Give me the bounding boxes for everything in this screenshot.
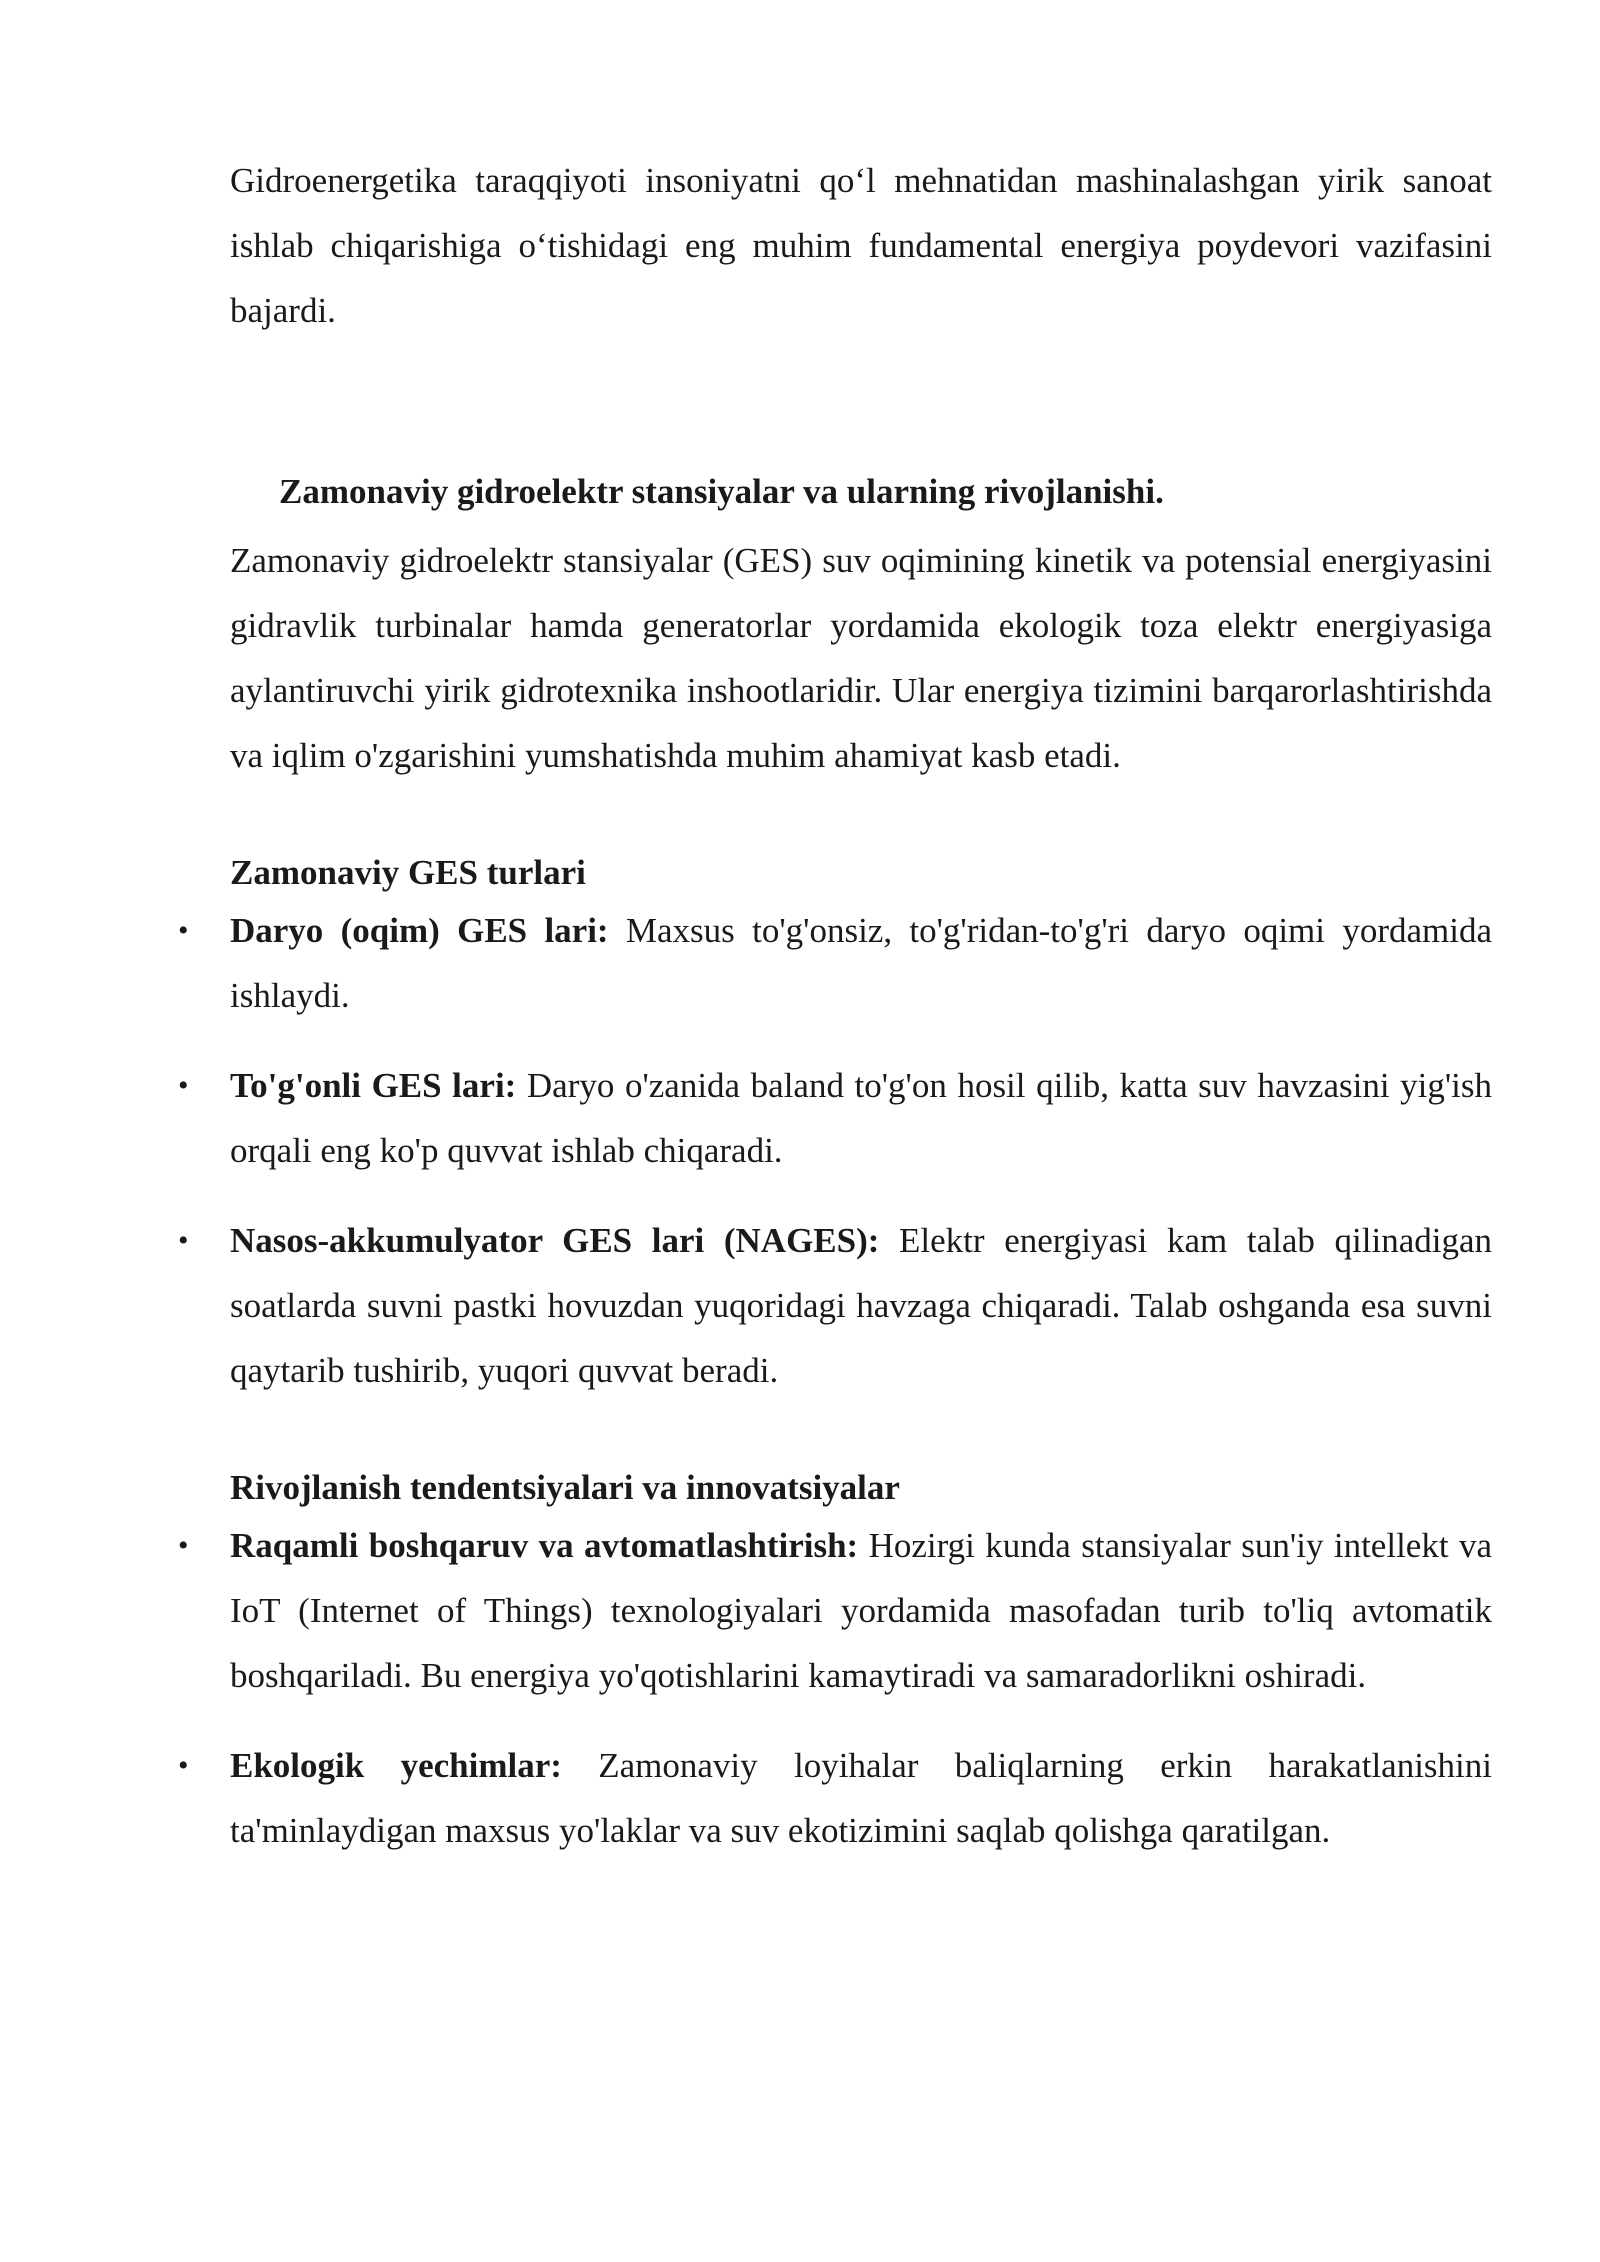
list-item-text: Zamonaviy loyihalar baliqlarning erkin harakatlanishini ta'minlaydigan maxsus yo'laklar va suv ekotizimini saqlab qolishga qaratilgan. xyxy=(230,1746,1492,1850)
list-item xyxy=(178,1053,1492,1183)
list-item-text: Hozirgi kunda stansiyalar sun'iy intellekt va IoT (Internet of Things) texnologiyalari yordamida masofadan turib to'liq avtomatik boshqariladi. Bu energiya yo'qotishlarini kamaytiradi va samaradorlikni oshiradi. xyxy=(230,1526,1492,1695)
bullet-icon: • xyxy=(178,1529,189,1562)
list-item-text: Daryo o'zanida baland to'g'on hosil qilib, katta suv havzasini yig'ish orqali eng ko'p quvvat ishlab chiqaradi. xyxy=(230,1066,1492,1170)
list-item-text: Maxsus to'g'onsiz, to'g'ridan-to'g'ri daryo oqimi yordamida ishlaydi. xyxy=(230,911,1492,1015)
list-item xyxy=(178,898,1492,1028)
bullet-icon: • xyxy=(178,1224,189,1257)
types-heading: Zamonaviy GES turlari xyxy=(230,853,586,892)
list-item-term: Raqamli boshqaruv va avtomatlashtirish: xyxy=(230,1526,869,1565)
list-item-term: Nasos-akkumulyator GES lari (NAGES): xyxy=(230,1221,900,1260)
list-item xyxy=(178,1208,1492,1403)
list-item xyxy=(178,1513,1492,1708)
section-title: Zamonaviy gidroelektr stansiyalar va ularning rivojlanishi. xyxy=(279,472,1164,511)
bullet-icon: • xyxy=(178,1749,189,1782)
intro-paragraph: Gidroenergetika taraqqiyoti insoniyatni qo‘l mehnatidan mashinalashgan yirik sanoat ishlab chiqarishiga o‘tishidagi eng muhim fundamental energiya poydevori vazifasini bajardi. xyxy=(230,161,1492,330)
bullet-icon: • xyxy=(178,914,189,947)
types-list xyxy=(178,898,1492,1403)
trends-list xyxy=(178,1513,1492,1863)
list-item-term: To'g'onli GES lari: xyxy=(230,1066,527,1105)
list-item-text: Elektr energiyasi kam talab qilinadigan soatlarda suvni pastki hovuzdan yuqoridagi havzaga chiqaradi. Talab oshganda esa suvni qaytarib tushirib, yuqori quvvat beradi. xyxy=(230,1221,1492,1390)
trends-heading: Rivojlanish tendentsiyalari va innovatsiyalar xyxy=(230,1468,900,1507)
section-paragraph: Zamonaviy gidroelektr stansiyalar (GES) suv oqimining kinetik va potensial energiyasini gidravlik turbinalar hamda generatorlar yordamida ekologik toza elektr energiyasiga aylantiruvchi yirik gidrotexnika inshootlaridir. Ular energiya tizimini barqarorlashtirishda va iqlim o'zgarishini yumshatishda muhim ahamiyat kasb etadi. xyxy=(230,541,1492,775)
list-item xyxy=(178,1733,1492,1863)
bullet-icon: • xyxy=(178,1069,189,1102)
list-item-term: Daryo (oqim) GES lari: xyxy=(230,911,626,950)
document-body xyxy=(178,148,1492,1863)
list-item-term: Ekologik yechimlar: xyxy=(230,1746,599,1785)
